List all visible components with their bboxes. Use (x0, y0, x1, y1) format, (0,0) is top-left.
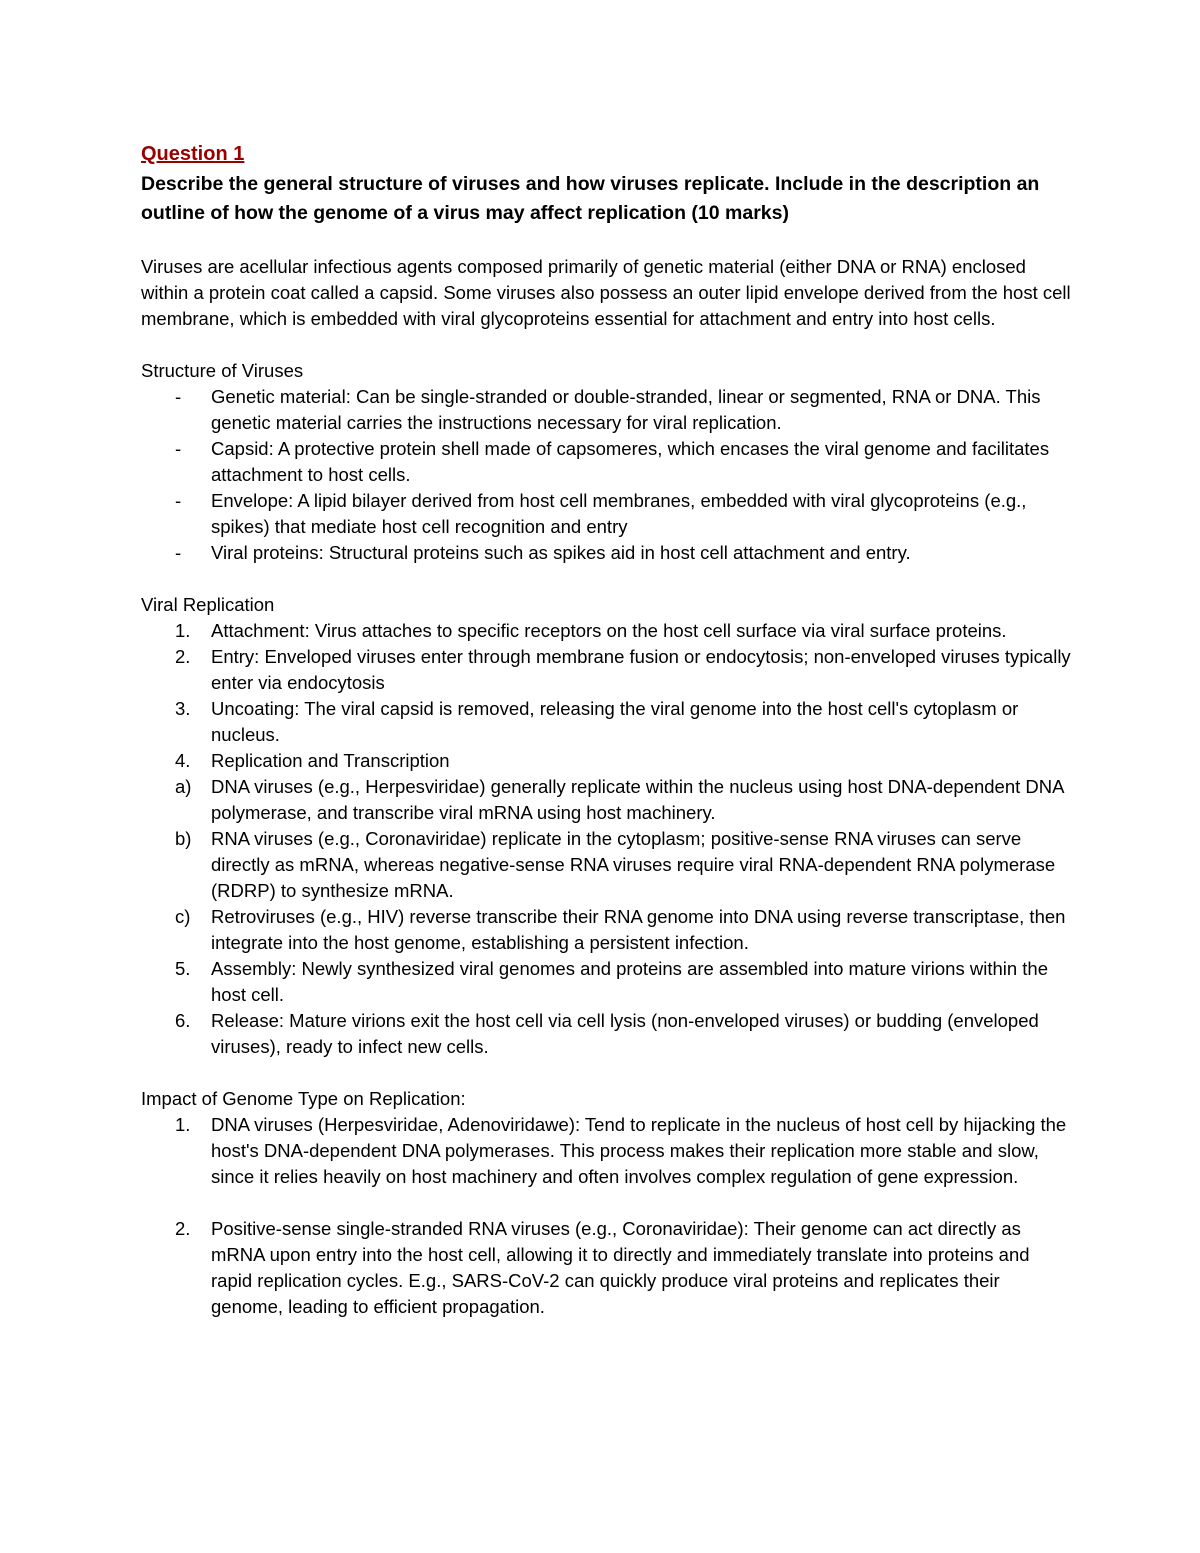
question-prompt: Describe the general structure of viruses and how viruses replicate. Include in the description an outline of how the genome of a virus may affect replication (10 marks) (141, 173, 1040, 224)
list-item-text: Retroviruses (e.g., HIV) reverse transcribe their RNA genome into DNA using reverse transcriptase, then integrate into the host genome, establishing a persistent infection. (211, 906, 1066, 953)
list-marker: 6. (175, 1010, 191, 1031)
list-marker: - (175, 386, 182, 407)
list-marker: - (175, 438, 182, 459)
structure-list (141, 384, 1071, 566)
list-item (141, 436, 1071, 488)
list-item-text: Attachment: Virus attaches to specific receptors on the host cell surface via viral surface proteins. (211, 620, 1007, 641)
list-marker: 1. (175, 620, 191, 641)
list-item (141, 384, 1071, 436)
replication-heading: Viral Replication (141, 594, 275, 615)
list-marker: 4. (175, 750, 191, 771)
list-item (141, 696, 1071, 748)
list-marker: - (175, 542, 182, 563)
list-item (141, 488, 1071, 540)
list-marker: 2. (175, 1218, 191, 1239)
list-item (141, 618, 1071, 644)
list-item-text: Assembly: Newly synthesized viral genomes and proteins are assembled into mature virions within the host cell. (211, 958, 1048, 1005)
list-item (141, 956, 1071, 1008)
impact-heading: Impact of Genome Type on Replication: (141, 1088, 466, 1109)
list-marker: 2. (175, 646, 191, 667)
list-item-text: Uncoating: The viral capsid is removed, releasing the viral genome into the host cell's cytoplasm or nucleus. (211, 698, 1019, 745)
spacer (141, 1060, 1071, 1086)
list-item (141, 826, 1071, 904)
list-marker: a) (175, 776, 192, 797)
list-item (141, 540, 1071, 566)
question-title: Question 1 (141, 143, 245, 165)
impact-list (141, 1112, 1071, 1190)
impact-list-continued (141, 1216, 1071, 1320)
list-item (141, 1216, 1071, 1320)
spacer (141, 1190, 1071, 1216)
spacer (141, 566, 1071, 592)
list-item (141, 1008, 1071, 1060)
list-item-text: Positive-sense single-stranded RNA viruses (e.g., Coronaviridae): Their genome can act directly as mRNA upon entry into the host cell, allowing it to directly and immediately translate into proteins and rapid replication cycles. E.g., SARS-CoV-2 can quickly produce viral proteins and replicates their genome, leading to efficient propagation. (211, 1218, 1030, 1317)
list-item-text: DNA viruses (e.g., Herpesviridae) generally replicate within the nucleus using host DNA-dependent DNA polymerase, and transcribe viral mRNA using host machinery. (211, 776, 1064, 823)
list-item-text: Entry: Enveloped viruses enter through membrane fusion or endocytosis; non-enveloped viruses typically enter via endocytosis (211, 646, 1071, 693)
document-page (141, 140, 1071, 1320)
list-item (141, 644, 1071, 696)
list-marker: 5. (175, 958, 191, 979)
intro-paragraph: Viruses are acellular infectious agents composed primarily of genetic material (either DNA or RNA) enclosed within a protein coat called a capsid. Some viruses also possess an outer lipid envelope derived from the host cell membrane, which is embedded with viral glycoproteins essential for attachment and entry into host cells. (141, 256, 1071, 329)
list-marker: c) (175, 906, 191, 927)
list-item-text: Capsid: A protective protein shell made of capsomeres, which encases the viral genome and facilitates attachment to host cells. (211, 438, 1050, 485)
list-item-text: Replication and Transcription (211, 750, 450, 771)
replication-list (141, 618, 1071, 1060)
structure-heading: Structure of Viruses (141, 360, 304, 381)
list-marker: - (175, 490, 182, 511)
list-item (141, 1112, 1071, 1190)
list-marker: 1. (175, 1114, 191, 1135)
list-item-text: Viral proteins: Structural proteins such as spikes aid in host cell attachment and entry. (211, 542, 911, 563)
list-item-text: Release: Mature virions exit the host cell via cell lysis (non-enveloped viruses) or budding (enveloped viruses), ready to infect new cells. (211, 1010, 1039, 1057)
list-item (141, 774, 1071, 826)
list-item-text: Genetic material: Can be single-stranded or double-stranded, linear or segmented, RNA or DNA. This genetic material carries the instructions necessary for viral replication. (211, 386, 1041, 433)
list-item-text: DNA viruses (Herpesviridae, Adenoviridawe): Tend to replicate in the nucleus of host cell by hijacking the host's DNA-dependent DNA polymerases. This process makes their replication more stable and slow, since it relies heavily on host machinery and often involves complex regulation of gene expression. (211, 1114, 1067, 1187)
list-marker: 3. (175, 698, 191, 719)
list-item-text: Envelope: A lipid bilayer derived from host cell membranes, embedded with viral glycoproteins (e.g., spikes) that mediate host cell recognition and entry (211, 490, 1027, 537)
list-item (141, 748, 1071, 774)
list-item-text: RNA viruses (e.g., Coronaviridae) replicate in the cytoplasm; positive-sense RNA viruses can serve directly as mRNA, whereas negative-sense RNA viruses require viral RNA-dependent RNA polymerase (RDRP) to synthesize mRNA. (211, 828, 1056, 901)
list-marker: b) (175, 828, 192, 849)
list-item (141, 904, 1071, 956)
spacer (141, 332, 1071, 358)
spacer (141, 228, 1071, 254)
